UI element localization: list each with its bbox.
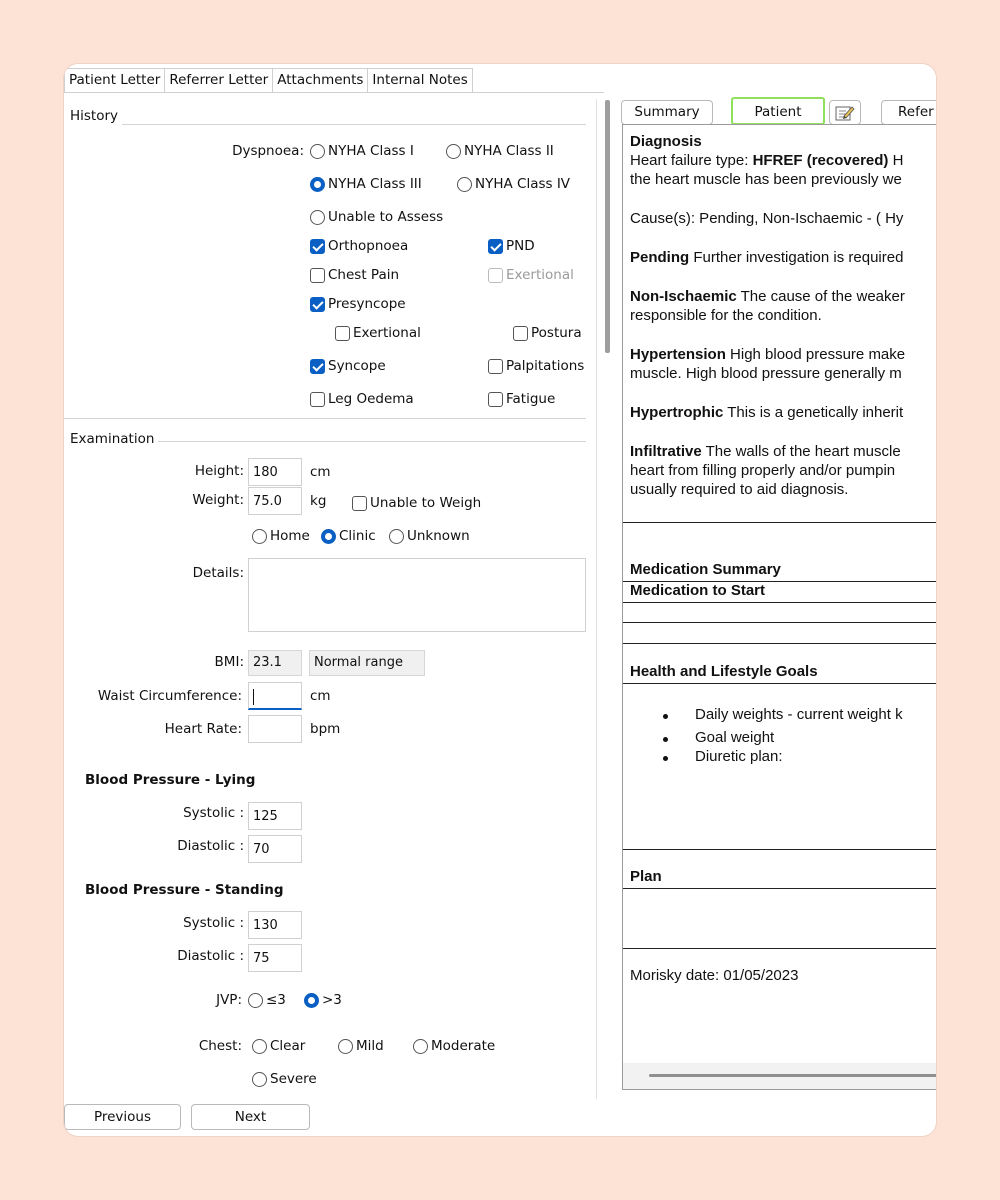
check-label: Palpitations	[506, 358, 585, 374]
goal-item: Daily weights - current weight k	[695, 706, 903, 723]
doc-rule	[623, 622, 936, 623]
checkbox	[488, 392, 503, 407]
check-label: Postura	[531, 325, 582, 341]
radio-jvp-le3[interactable]	[248, 992, 286, 1008]
htn-line-2: muscle. High blood pressure generally m	[630, 365, 902, 382]
radio-indicator	[248, 993, 263, 1008]
radio-label: Severe	[270, 1071, 317, 1087]
dyspnoea-label: Dyspnoea:	[232, 143, 304, 159]
check-label: Orthopnoea	[328, 238, 409, 254]
doc-rule	[623, 849, 936, 850]
radio-chest-mild[interactable]	[338, 1038, 384, 1054]
waist-unit: cm	[310, 688, 331, 704]
check-pnd[interactable]	[488, 238, 535, 254]
infiltrative-bold: Infiltrative	[630, 443, 702, 460]
radio-unable-to-assess[interactable]	[310, 209, 443, 225]
radio-chest-severe[interactable]	[252, 1071, 317, 1087]
hypertrophic-bold: Hypertrophic	[630, 404, 724, 421]
radio-indicator	[389, 529, 404, 544]
hypertrophic-text: This is a genetically inherit	[723, 404, 904, 421]
preview-tab-referrer[interactable]: Refer	[881, 100, 936, 125]
radio-label: Unknown	[407, 528, 470, 544]
doc-rule	[623, 948, 936, 949]
infiltrative-line-2: heart from filling properly and/or pumpin	[630, 462, 896, 479]
preview-tab-patient[interactable]: Patient	[731, 97, 825, 125]
radio-indicator	[252, 529, 267, 544]
radio-indicator	[252, 1039, 267, 1054]
waist-input[interactable]	[248, 682, 302, 710]
checkbox	[335, 326, 350, 341]
hypertrophic-line	[630, 404, 903, 421]
radio-label: NYHA Class II	[464, 143, 554, 159]
check-fatigue[interactable]	[488, 391, 555, 407]
tab-internal-notes[interactable]: Internal Notes	[367, 68, 472, 92]
radio-indicator	[338, 1039, 353, 1054]
height-unit: cm	[310, 464, 331, 480]
jvp-label: JVP:	[216, 992, 242, 1008]
lying-diastolic-input[interactable]: 70	[248, 835, 302, 863]
radio-label: Mild	[356, 1038, 384, 1054]
radio-nyha-2[interactable]	[446, 143, 554, 159]
heart-rate-input[interactable]	[248, 715, 302, 743]
hf-line-2: the heart muscle has been previously we	[630, 171, 902, 188]
height-input[interactable]: 180	[248, 458, 302, 486]
radio-label: Moderate	[431, 1038, 496, 1054]
checkbox	[513, 326, 528, 341]
check-chest-pain-exertional[interactable]	[488, 267, 574, 283]
check-label: Exertional	[506, 267, 574, 283]
standing-diastolic-input[interactable]: 75	[248, 944, 302, 972]
doc-rule	[623, 602, 936, 603]
weight-unit: kg	[310, 493, 327, 509]
nonisch-line-2: responsible for the condition.	[630, 307, 822, 324]
radio-indicator	[310, 210, 325, 225]
radio-weigh-home[interactable]	[252, 528, 310, 544]
text-cursor	[253, 689, 254, 705]
tab-referrer-letter[interactable]: Referrer Letter	[164, 68, 273, 92]
pending-text: Further investigation is required	[689, 249, 904, 266]
bullet-icon	[663, 737, 668, 742]
checkbox-checked	[310, 239, 325, 254]
bmi-value: 23.1	[248, 650, 302, 676]
examination-title: Examination	[70, 431, 158, 447]
nonisch-bold: Non-Ischaemic	[630, 288, 737, 305]
radio-label: Clear	[270, 1038, 306, 1054]
waist-label: Waist Circumference:	[97, 688, 242, 704]
check-presyncope[interactable]	[310, 296, 406, 312]
radio-label: NYHA Class IV	[475, 176, 571, 192]
edit-button[interactable]	[829, 100, 861, 125]
radio-indicator-selected	[321, 529, 336, 544]
morisky-date: Morisky date: 01/05/2023	[630, 967, 799, 984]
tab-attachments[interactable]: Attachments	[272, 68, 368, 92]
standing-systolic-input[interactable]: 130	[248, 911, 302, 939]
check-label: Exertional	[353, 325, 421, 341]
check-postural[interactable]	[513, 325, 582, 341]
causes-line: Cause(s): Pending, Non-Ischaemic - ( Hy	[630, 210, 904, 227]
preview-horizontal-scrollbar[interactable]	[649, 1074, 936, 1077]
letter-tabs	[64, 68, 472, 92]
radio-weigh-clinic[interactable]	[321, 528, 376, 544]
letter-preview	[622, 124, 936, 1090]
check-label: Syncope	[328, 358, 386, 374]
check-leg-oedema[interactable]	[310, 391, 414, 407]
medication-to-start-heading: Medication to Start	[630, 582, 766, 599]
radio-indicator	[457, 177, 472, 192]
weight-label: Weight:	[192, 492, 244, 508]
form-scrollbar[interactable]	[605, 100, 610, 353]
checkbox-checked	[310, 297, 325, 312]
checkbox	[352, 496, 367, 511]
history-group-line	[122, 124, 586, 125]
examination-group-line	[156, 441, 586, 442]
htn-bold: Hypertension	[630, 346, 726, 363]
infiltrative-text: The walls of the heart muscle	[701, 443, 901, 460]
height-label: Height:	[194, 463, 244, 479]
radio-label: Clinic	[339, 528, 376, 544]
plan-heading: Plan	[630, 868, 662, 885]
pane-divider	[596, 99, 597, 1099]
radio-label: NYHA Class I	[328, 143, 414, 159]
check-palpitations[interactable]	[488, 358, 584, 374]
bmi-category: Normal range	[309, 650, 425, 676]
hf-type-line	[630, 152, 903, 169]
details-textarea[interactable]	[248, 558, 586, 632]
check-chest-pain[interactable]	[310, 267, 399, 283]
medication-summary-heading: Medication Summary	[630, 561, 781, 578]
pending-line	[630, 249, 903, 266]
bmi-label: BMI:	[214, 654, 244, 670]
check-presyncope-exertional[interactable]	[335, 325, 421, 341]
radio-indicator-selected	[310, 177, 325, 192]
check-label: Presyncope	[328, 296, 406, 312]
details-label: Details:	[192, 565, 244, 581]
edit-icon	[834, 103, 856, 123]
radio-chest-moderate[interactable]	[413, 1038, 495, 1054]
radio-label: Unable to Assess	[328, 209, 444, 225]
radio-label: ≤3	[266, 992, 286, 1008]
next-button[interactable]: Next	[191, 1104, 310, 1130]
doc-rule	[623, 643, 936, 644]
preview-tab-summary[interactable]: Summary	[621, 100, 713, 125]
goal-item: Diuretic plan:	[695, 748, 783, 765]
doc-rule	[623, 683, 936, 684]
bp-standing-title: Blood Pressure - Standing	[85, 882, 284, 898]
diagnosis-heading: Diagnosis	[630, 133, 702, 150]
lying-diastolic-label: Diastolic :	[177, 838, 244, 854]
checkbox-checked	[488, 239, 503, 254]
check-orthopnoea[interactable]	[310, 238, 408, 254]
radio-indicator	[310, 144, 325, 159]
hf-type: HFREF (recovered)	[752, 152, 889, 169]
htn-line	[630, 346, 905, 363]
htn-text: High blood pressure make	[725, 346, 906, 363]
bullet-icon	[663, 756, 668, 761]
lying-systolic-label: Systolic :	[183, 805, 244, 821]
checkbox	[310, 392, 325, 407]
check-label: PND	[506, 238, 535, 254]
radio-chest-clear[interactable]	[252, 1038, 305, 1054]
radio-indicator	[252, 1072, 267, 1087]
chest-label: Chest:	[198, 1038, 242, 1054]
weight-input[interactable]: 75.0	[248, 487, 302, 515]
hf-rest: H	[888, 152, 904, 169]
heart-rate-unit: bpm	[310, 721, 341, 737]
checkbox	[310, 268, 325, 283]
radio-indicator	[413, 1039, 428, 1054]
infiltrative-line	[630, 443, 901, 460]
bullet-icon	[663, 714, 668, 719]
checkbox-checked	[310, 359, 325, 374]
radio-indicator	[446, 144, 461, 159]
check-unable-to-weigh[interactable]	[352, 495, 481, 511]
tab-patient-letter[interactable]: Patient Letter	[64, 68, 165, 92]
previous-button[interactable]: Previous	[64, 1104, 181, 1130]
check-label: Fatigue	[506, 391, 556, 407]
doc-rule	[623, 522, 936, 523]
goal-item: Goal weight	[695, 729, 775, 746]
hf-prefix: Heart failure type:	[630, 152, 753, 169]
check-label: Leg Oedema	[328, 391, 414, 407]
section-separator	[64, 418, 586, 419]
radio-jvp-gt3[interactable]	[304, 992, 342, 1008]
standing-diastolic-label: Diastolic :	[177, 948, 244, 964]
standing-systolic-label: Systolic :	[183, 915, 244, 931]
lying-systolic-input[interactable]: 125	[248, 802, 302, 830]
radio-nyha-3[interactable]	[310, 176, 422, 192]
nonisch-text: The cause of the weaker	[736, 288, 905, 305]
infiltrative-line-3: usually required to aid diagnosis.	[630, 481, 849, 498]
radio-label: Home	[270, 528, 310, 544]
radio-nyha-1[interactable]	[310, 143, 414, 159]
radio-label: NYHA Class III	[328, 176, 422, 192]
radio-indicator-selected	[304, 993, 319, 1008]
radio-label: >3	[322, 992, 342, 1008]
nonisch-line	[630, 288, 905, 305]
history-title: History	[70, 108, 122, 124]
check-label: Chest Pain	[328, 267, 400, 283]
doc-rule	[623, 888, 936, 889]
tab-divider	[64, 92, 604, 93]
bp-lying-title: Blood Pressure - Lying	[85, 772, 256, 788]
checkbox	[488, 359, 503, 374]
radio-nyha-4[interactable]	[457, 176, 570, 192]
app-window	[64, 64, 936, 1136]
heart-rate-label: Heart Rate:	[164, 721, 242, 737]
check-label: Unable to Weigh	[370, 495, 482, 511]
check-syncope[interactable]	[310, 358, 386, 374]
checkbox-disabled	[488, 268, 503, 283]
goals-heading: Health and Lifestyle Goals	[630, 663, 818, 680]
radio-weigh-unknown[interactable]	[389, 528, 470, 544]
pending-bold: Pending	[630, 249, 690, 266]
